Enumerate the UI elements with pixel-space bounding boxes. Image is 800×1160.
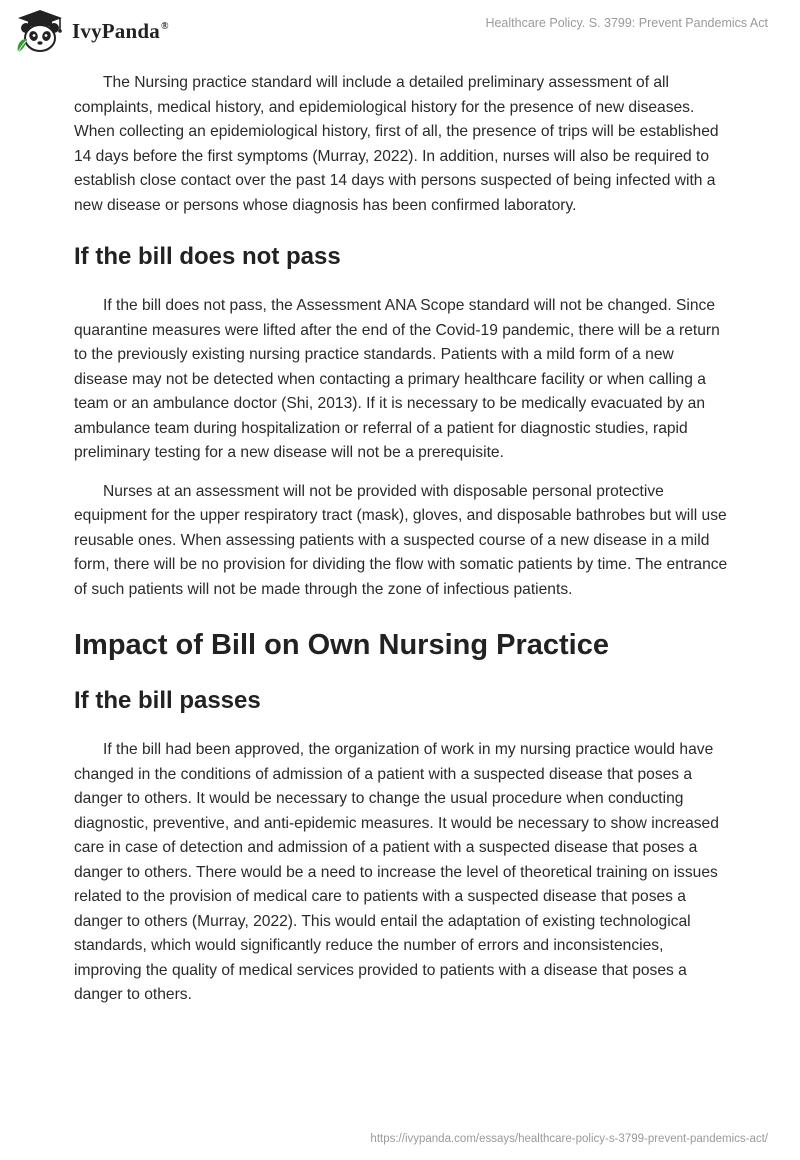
section-heading-bill-passes: If the bill passes (74, 687, 261, 714)
logo-wordmark (72, 19, 169, 44)
panda-graduate-logo-icon (14, 8, 66, 54)
section-heading-bill-not-pass: If the bill does not pass (74, 243, 341, 270)
logo-name: IvyPanda (72, 18, 160, 43)
paragraph: If the bill had been approved, the organization of work in my nursing practice would have changed in the conditions of admission of a patient with a suspected disease that poses a danger to others. It would be necessary to change the usual procedure when conducting diagnostic, preventive, and anti-epidemic measures. It would be necessary to show increased care in case of detection and admission of a patient with a suspected disease that poses a danger to others. There would be a need to increase the level of theoretical training on issues related to the provision of medical care to patients with a suspected disease that poses a danger to others (Murray, 2022). This would entail the adaptation of existing technological standards, which would significantly reduce the number of errors and inconsistencies, improving the quality of medical services provided to patients with a disease that poses a danger to others. (74, 741, 719, 1003)
document-title: Healthcare Policy. S. 3799: Prevent Pandemics Act (485, 16, 768, 30)
essay-content (74, 71, 730, 1022)
ivypanda-logo[interactable] (14, 8, 169, 54)
source-url-link[interactable]: https://ivypanda.com/essays/healthcare-policy-s-3799-prevent-pandemics-act/ (370, 1133, 768, 1145)
paragraph: If the bill does not pass, the Assessment ANA Scope standard will not be changed. Since quarantine measures were lifted after the end of the Covid-19 pandemic, there will be a return to the previously existing nursing practice standards. Patients with a mild form of a new disease may not be detected when contacting a primary healthcare facility or when calling a team or an ambulance doctor (Shi, 2013). If it is necessary to be medically evacuated by an ambulance team during hospitalization or referral of a patient for diagnostic studies, rapid preliminary testing for a new disease will not be a prerequisite. (74, 297, 720, 461)
page-header (0, 0, 800, 62)
paragraph: Nurses at an assessment will not be provided with disposable personal protective equipment for the upper respiratory tract (mask), gloves, and disposable bathrobes but will use reusable ones. When assessing patients with a suspected course of a new disease in a mild form, there will be no provision for dividing the flow with somatic patients by time. The entrance of such patients will not be made through the zone of infectious patients. (74, 482, 728, 598)
section-heading-impact: Impact of Bill on Own Nursing Practice (74, 629, 609, 661)
paragraph: The Nursing practice standard will include a detailed preliminary assessment of all complaints, medical history, and epidemiological history for the presence of new diseases. When collecting an epidemiological history, first of all, the presence of trips will be established 14 days before the first symptoms (Murray, 2022). In addition, nurses will also be required to establish close contact over the past 14 days with persons suspected of being infected with a new disease or persons whose diagnosis has been confirmed laboratory. (74, 74, 719, 214)
registered-mark: ® (160, 20, 169, 32)
